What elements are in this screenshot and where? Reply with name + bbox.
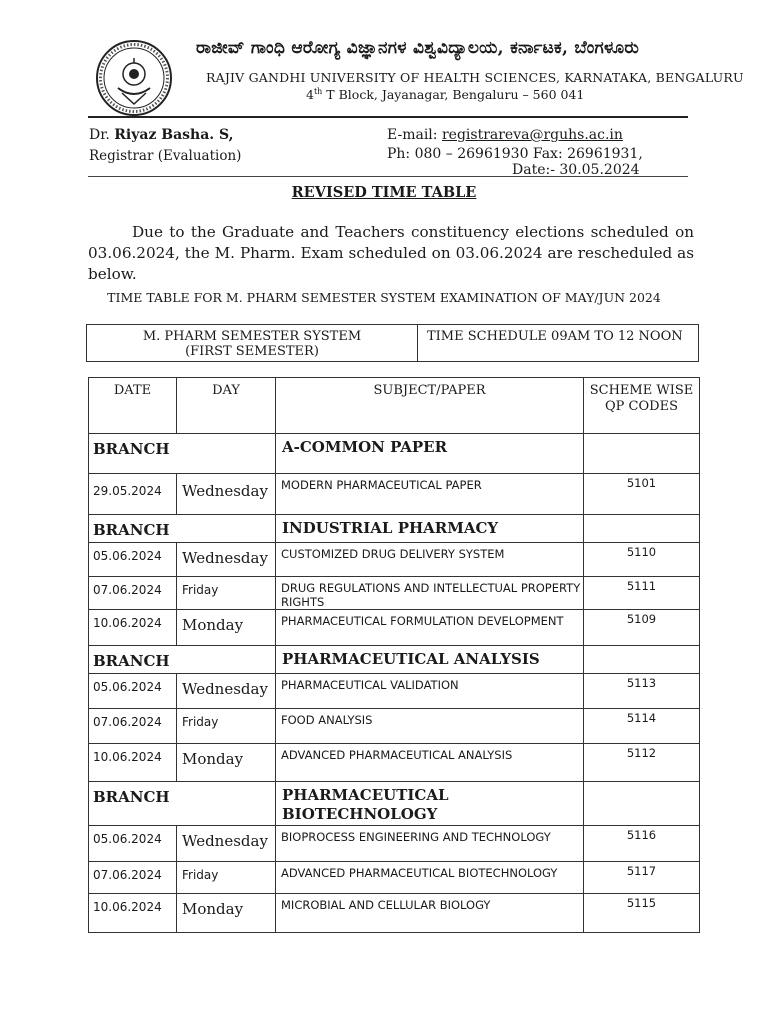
university-name-english: RAJIV GANDHI UNIVERSITY OF HEALTH SCIENCES, KARNATAKA, BENGALURU: [206, 70, 744, 85]
exam-date: 05.06.2024: [89, 674, 177, 709]
table-row: [89, 543, 700, 577]
exam-subject: PHARMACEUTICAL FORMULATION DEVELOPMENT: [276, 610, 584, 646]
exam-day: Monday: [177, 744, 276, 782]
exam-day: Friday: [177, 577, 276, 610]
branch-row: [89, 434, 700, 474]
letter-date: Date:- 30.05.2024: [512, 162, 640, 178]
qp-code: 5113: [584, 674, 700, 709]
contact-email: [387, 127, 623, 143]
exam-day: Wednesday: [177, 826, 276, 862]
exam-day: Wednesday: [177, 543, 276, 577]
address-rest: T Block, Jayanagar, Bengaluru – 560 041: [322, 87, 585, 103]
timetable-subtitle: TIME TABLE FOR M. PHARM SEMESTER SYSTEM EXAMINATION OF MAY/JUN 2024: [107, 290, 661, 305]
branch-name: PHARMACEUTICAL ANALYSIS: [276, 646, 584, 674]
timetable: [88, 377, 700, 933]
branch-label: BRANCH: [89, 646, 276, 674]
table-row: [89, 474, 700, 515]
university-seal-logo: [94, 38, 174, 118]
address-sup: th: [313, 87, 323, 96]
contact-phone: Ph: 080 – 26961930 Fax: 26961931,: [387, 146, 643, 162]
registrar-name-text: Riyaz Basha. S,: [114, 127, 234, 143]
exam-date: 05.06.2024: [89, 826, 177, 862]
col-header-date: DATE: [89, 378, 177, 434]
exam-subject: BIOPROCESS ENGINEERING AND TECHNOLOGY: [276, 826, 584, 862]
exam-subject: ADVANCED PHARMACEUTICAL ANALYSIS: [276, 744, 584, 782]
qp-code: 5109: [584, 610, 700, 646]
exam-day: Friday: [177, 709, 276, 744]
exam-date: 10.06.2024: [89, 894, 177, 933]
branch-row: [89, 515, 700, 543]
qp-code: 5101: [584, 474, 700, 515]
table-header-row: [89, 378, 700, 434]
qp-code: 5116: [584, 826, 700, 862]
exam-subject: FOOD ANALYSIS: [276, 709, 584, 744]
table-row: [89, 610, 700, 646]
exam-day: Monday: [177, 610, 276, 646]
exam-day: Wednesday: [177, 674, 276, 709]
qp-code: 5115: [584, 894, 700, 933]
time-schedule: TIME SCHEDULE 09AM TO 12 NOON: [427, 329, 683, 344]
exam-date: 05.06.2024: [89, 543, 177, 577]
contact-divider: [88, 176, 688, 177]
exam-day: Wednesday: [177, 474, 276, 515]
exam-day: Friday: [177, 862, 276, 894]
exam-subject: DRUG REGULATIONS AND INTELLECTUAL PROPERTY RIGHTS: [276, 577, 584, 610]
branch-row: [89, 646, 700, 674]
exam-date: 29.05.2024: [89, 474, 177, 515]
col-header-day: DAY: [177, 378, 276, 434]
exam-day: Monday: [177, 894, 276, 933]
exam-subject: CUSTOMIZED DRUG DELIVERY SYSTEM: [276, 543, 584, 577]
exam-date: 10.06.2024: [89, 610, 177, 646]
qp-code: 5117: [584, 862, 700, 894]
email-link[interactable]: registrareva@rguhs.ac.in: [441, 127, 623, 143]
semester-info-box: [86, 324, 699, 362]
registrar-name: [89, 127, 234, 143]
col-header-codes: SCHEME WISE QP CODES: [584, 378, 700, 434]
exam-date: 07.06.2024: [89, 577, 177, 610]
exam-subject: ADVANCED PHARMACEUTICAL BIOTECHNOLOGY: [276, 862, 584, 894]
table-row: [89, 674, 700, 709]
registrar-role: Registrar (Evaluation): [89, 148, 242, 164]
exam-subject: PHARMACEUTICAL VALIDATION: [276, 674, 584, 709]
university-address: [306, 87, 584, 102]
branch-name: PHARMACEUTICAL BIOTECHNOLOGY: [276, 782, 584, 826]
page-title: REVISED TIME TABLE: [291, 184, 477, 201]
col-header-subject: SUBJECT/PAPER: [276, 378, 584, 434]
qp-code: 5114: [584, 709, 700, 744]
branch-name: INDUSTRIAL PHARMACY: [276, 515, 584, 543]
university-name-kannada: ರಾಜೀವ್ ಗಾಂಧಿ ಆರೋಗ್ಯ ವಿಜ್ಞಾನಗಳ ವಿಶ್ವವಿದ್ಯಾಲಯ, ಕರ್ನಾಟಕ, ಬೆಂಗಳೂರು: [196, 38, 640, 58]
header-divider: [88, 116, 688, 118]
table-row: [89, 894, 700, 933]
registrar-prefix: Dr.: [89, 127, 115, 143]
branch-name: A-COMMON PAPER: [276, 434, 584, 474]
table-row: [89, 577, 700, 610]
table-row: [89, 826, 700, 862]
exam-subject: MODERN PHARMACEUTICAL PAPER: [276, 474, 584, 515]
qp-code: 5110: [584, 543, 700, 577]
exam-date: 07.06.2024: [89, 709, 177, 744]
semester-line-1: M. PHARM SEMESTER SYSTEM: [142, 329, 362, 344]
notice-text: Due to the Graduate and Teachers constituency elections scheduled on 03.06.2024, the M. Pharm. Exam scheduled on 03.06.2024 are rescheduled as below.: [88, 223, 694, 283]
semester-line-2: (FIRST SEMESTER): [185, 344, 319, 359]
qp-code: 5111: [584, 577, 700, 610]
table-row: [89, 744, 700, 782]
exam-subject: MICROBIAL AND CELLULAR BIOLOGY: [276, 894, 584, 933]
address-block: 4: [306, 87, 314, 103]
branch-label: BRANCH: [89, 434, 276, 474]
branch-row: [89, 782, 700, 826]
table-row: [89, 709, 700, 744]
semester-label: [87, 329, 417, 359]
branch-label: BRANCH: [89, 515, 276, 543]
exam-date: 10.06.2024: [89, 744, 177, 782]
notice-paragraph: [88, 222, 694, 285]
table-row: [89, 862, 700, 894]
email-label: E-mail:: [387, 127, 442, 143]
qp-code: 5112: [584, 744, 700, 782]
exam-date: 07.06.2024: [89, 862, 177, 894]
branch-label: BRANCH: [89, 782, 276, 826]
